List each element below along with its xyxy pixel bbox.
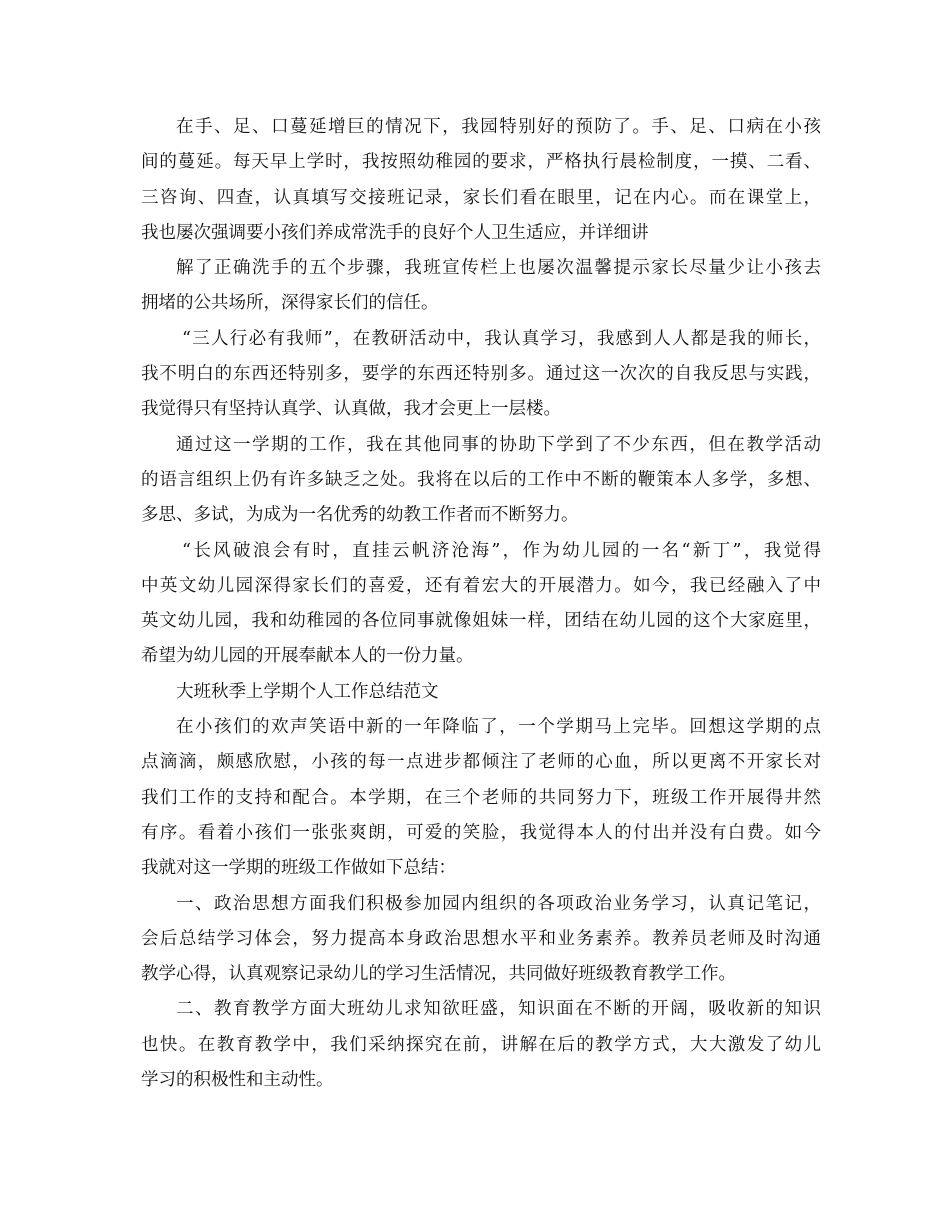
paragraph-line: 一、政治思想方面我们积极参加园内组织的各项政治业务学习，认真记笔记， xyxy=(176,893,821,914)
paragraph-line: 我不明白的东西还特别多，要学的东西还特别多。通过这一次次的自我反思与实践， xyxy=(141,364,821,385)
paragraph-line: 解了正确洗手的五个步骤，我班宣传栏上也屡次温馨提示家长尽量少让小孩去 xyxy=(176,258,821,279)
paragraph-line: 有序。看着小孩们一张张爽朗，可爱的笑脸，我觉得本人的付出并没有白费。如今 xyxy=(141,822,821,843)
paragraph-line: 在小孩们的欢声笑语中新的一年降临了，一个学期马上完毕。回想这学期的点 xyxy=(176,717,821,738)
paragraph-line: 通过这一学期的工作，我在其他同事的协助下学到了不少东西，但在教学活动 xyxy=(176,434,821,455)
paragraph-line: 也快。在教育教学中，我们采纳探究在前，讲解在后的教学方式，大大激发了幼儿 xyxy=(141,1034,821,1055)
paragraph-line: 中英文幼儿园深得家长们的喜爱，还有着宏大的开展潜力。如今，我已经融入了中 xyxy=(141,575,821,596)
paragraph-line: 英文幼儿园，我和幼稚园的各位同事就像姐妹一样，团结在幼儿园的这个大家庭里， xyxy=(141,611,821,632)
paragraph-line: 会后总结学习体会，努力提高本身政治思想水平和业务素养。教养员老师及时沟通 xyxy=(141,928,821,949)
paragraph-line: 间的蔓延。每天早上学时，我按照幼稚园的要求，严格执行晨检制度，一摸、二看、 xyxy=(141,152,821,173)
paragraph-line: 学习的积极性和主动性。 xyxy=(141,1070,334,1091)
paragraph-line: 拥堵的公共场所，深得家长们的信任。 xyxy=(141,293,439,314)
paragraph-line: 在手、足、口蔓延增巨的情况下，我园特别好的预防了。手、足、口病在小孩 xyxy=(176,117,821,137)
paragraph-line: 希望为幼儿园的开展奉献本人的一份力量。 xyxy=(141,646,474,667)
paragraph-line: 我觉得只有坚持认真学、认真做，我才会更上一层楼。 xyxy=(141,399,561,420)
paragraph-line: “长风破浪会有时，直挂云帆济沧海”，作为幼儿园的一名“新丁”，我觉得 xyxy=(182,540,821,561)
paragraph-line: 多思、多试，为成为一名优秀的幼教工作者而不断努力。 xyxy=(141,505,579,526)
paragraph-line: 三咨询、四查，认真填写交接班记录，家长们看在眼里，记在内心。而在课堂上， xyxy=(141,187,821,208)
paragraph-line: “三人行必有我师”，在教研活动中，我认真学习，我感到人人都是我的师长， xyxy=(182,328,821,349)
paragraph-line: 点滴滴，颇感欣慰，小孩的每一点进步都倾注了老师的心血，所以更离不开家长对 xyxy=(141,752,821,773)
paragraph-line: 的语言组织上仍有许多缺乏之处。我将在以后的工作中不断的鞭策本人多学，多想、 xyxy=(141,469,821,490)
paragraph-line: 我们工作的支持和配合。本学期，在三个老师的共同努力下，班级工作开展得井然 xyxy=(141,787,821,808)
paragraph-line: 教学心得，认真观察记录幼儿的学习生活情况，共同做好班级教育教学工作。 xyxy=(141,964,736,985)
paragraph-line: 二、教育教学方面大班幼儿求知欲旺盛，知识面在不断的开阔，吸收新的知识 xyxy=(176,999,821,1020)
section-heading: 大班秋季上学期个人工作总结范文 xyxy=(176,681,439,702)
paragraph-line: 我也屡次强调要小孩们养成常洗手的良好个人卫生适应，并详细讲 xyxy=(141,222,649,243)
paragraph-line: 我就对这一学期的班级工作做如下总结： xyxy=(141,858,456,879)
document-body xyxy=(141,110,821,1098)
